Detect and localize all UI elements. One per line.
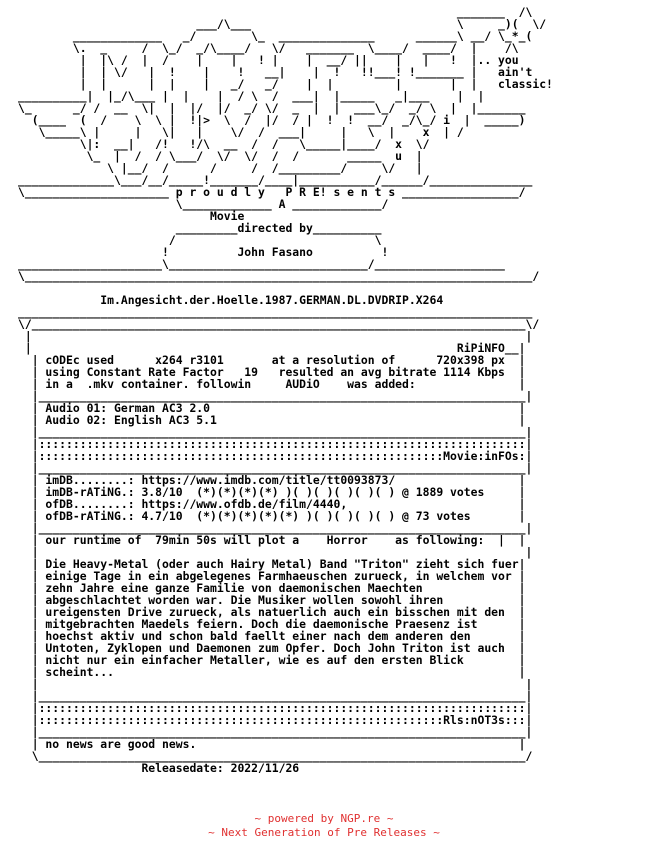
footer-powered-by: ~ powered by NGP.re ~ (254, 812, 394, 825)
footer-tagline: ~ Next Generation of Pre Releases ~ (208, 826, 440, 839)
nfo-ascii-logo: _______ /\ ___/\___ \ _)( \/ _____________ _/ \_ ______________ ______\ __/ \_*_( \. _ / \_/ _/\____/ \/ _______ \____/ ____/ | /\ | |\ / | / | | ! | | __/ || | | ! |.. you | | \/ | ! | ! __| | ! !!___! !_______ | ain't | | | | | _/ _/ | | | | | classic! __________| |_/\___ | | | / \ / ___| |_____ _|___ | | \_ _/ / __ \| | |/ |/ _/ \/ _ | | ___\_/ _/ \ | |_______ (____ ( / \ \ | !|> \ / |/ / | ! ! __/ _/\_/ i | _____) \_____\ | | \| | \/ / ___| | \ | x | / \|: __| /! !/\ __ / / \_____|____/ x \/ \_ | / / \___/ \/ \/ / / _____ u | \ |__/ / / / /_________/ \/ | ______________\___/__/_____!_______/____|___________/______/_______________ \_____________________ p r o u d l y P R E! s e n t s _________________/ \_____________ A _____________/ Movie _________directed by__________ / \ ! John Fasano ! _____________________\_____________________________/___________________ \__________________________________________________________________________/ Im.Angesicht.der.Hoelle.1987.GERMAN.DL.DVDRIP.X264 ___________________________________________________________________________ \/________________________________________________________________________\/ | | | RiPiNFO__| | cODEc used x264 r3101 at a resolution of 720x398 px | | using Constant Rate Factor 19 resulted an avg bitrate 1114 Kbps | | in a .mkv container. followin AUDiO was added: | |_______________________________________________________________________| | Audio 01: German AC3 2.0 | | Audio 02: English AC3 5.1 | |_______________________________________________________________________| |:::::::::::::::::::::::::::::::::::::::::::::::::::::::::::::::::::::::| |:::::::::::::::::::::::::::::::::::::::::::::::::::::::::::Movie:inFOs:| |_______________________________________________________________________| | imDB........: https://www.imdb.com/title/tt0093873/ | | imDB-rATiNG.: 3.8/10 (*)(*)(*)(*) )( )( )( )( )( ) @ 1889 votes | | ofDB........: https://www.ofdb.de/film/4440, | | ofDB-rATiNG.: 4.7/10 (*)(*)(*)(*)(*) )( )( )( )( ) @ 73 votes | |_______________________________________________________________________| | our runtime of 79min 50s will plot a Horror as following: | | | | | Die Heavy-Metal (oder auch Hairy Metal) Band "Triton" zieht sich fuer| | einige Tage in ein abgelegenes Farmhaeuschen zurueck, in welchem vor | | zehn Jahre eine ganze Familie von daemonischen Maechten | | abgeschlachtet worden war. Die Musiker wollen sowohl ihren | | ureigensten Drive zurueck, als natuerlich auch ein bisschen mit den | | mitgebrachten Maedels feiern. Doch die daemonische Praesenz ist | | hoechst aktiv und schon bald faellt einer nach dem anderen den | | Untoten, Zyklopen und Daemonen zum Opfer. Doch John Triton ist auch | | nicht nur ein einfacher Metaller, wie es auf den ersten Blick | | scheint... | | | |_______________________________________________________________________| |:::::::::::::::::::::::::::::::::::::::::::::::::::::::::::::::::::::::| |:::::::::::::::::::::::::::::::::::::::::::::::::::::::::::Rls:nOT3s:::| |_______________________________________________________________________| | no news are good news. | \_______________________________________________________________________/ Releasedate: 2022/11/26 (18, 5, 553, 775)
